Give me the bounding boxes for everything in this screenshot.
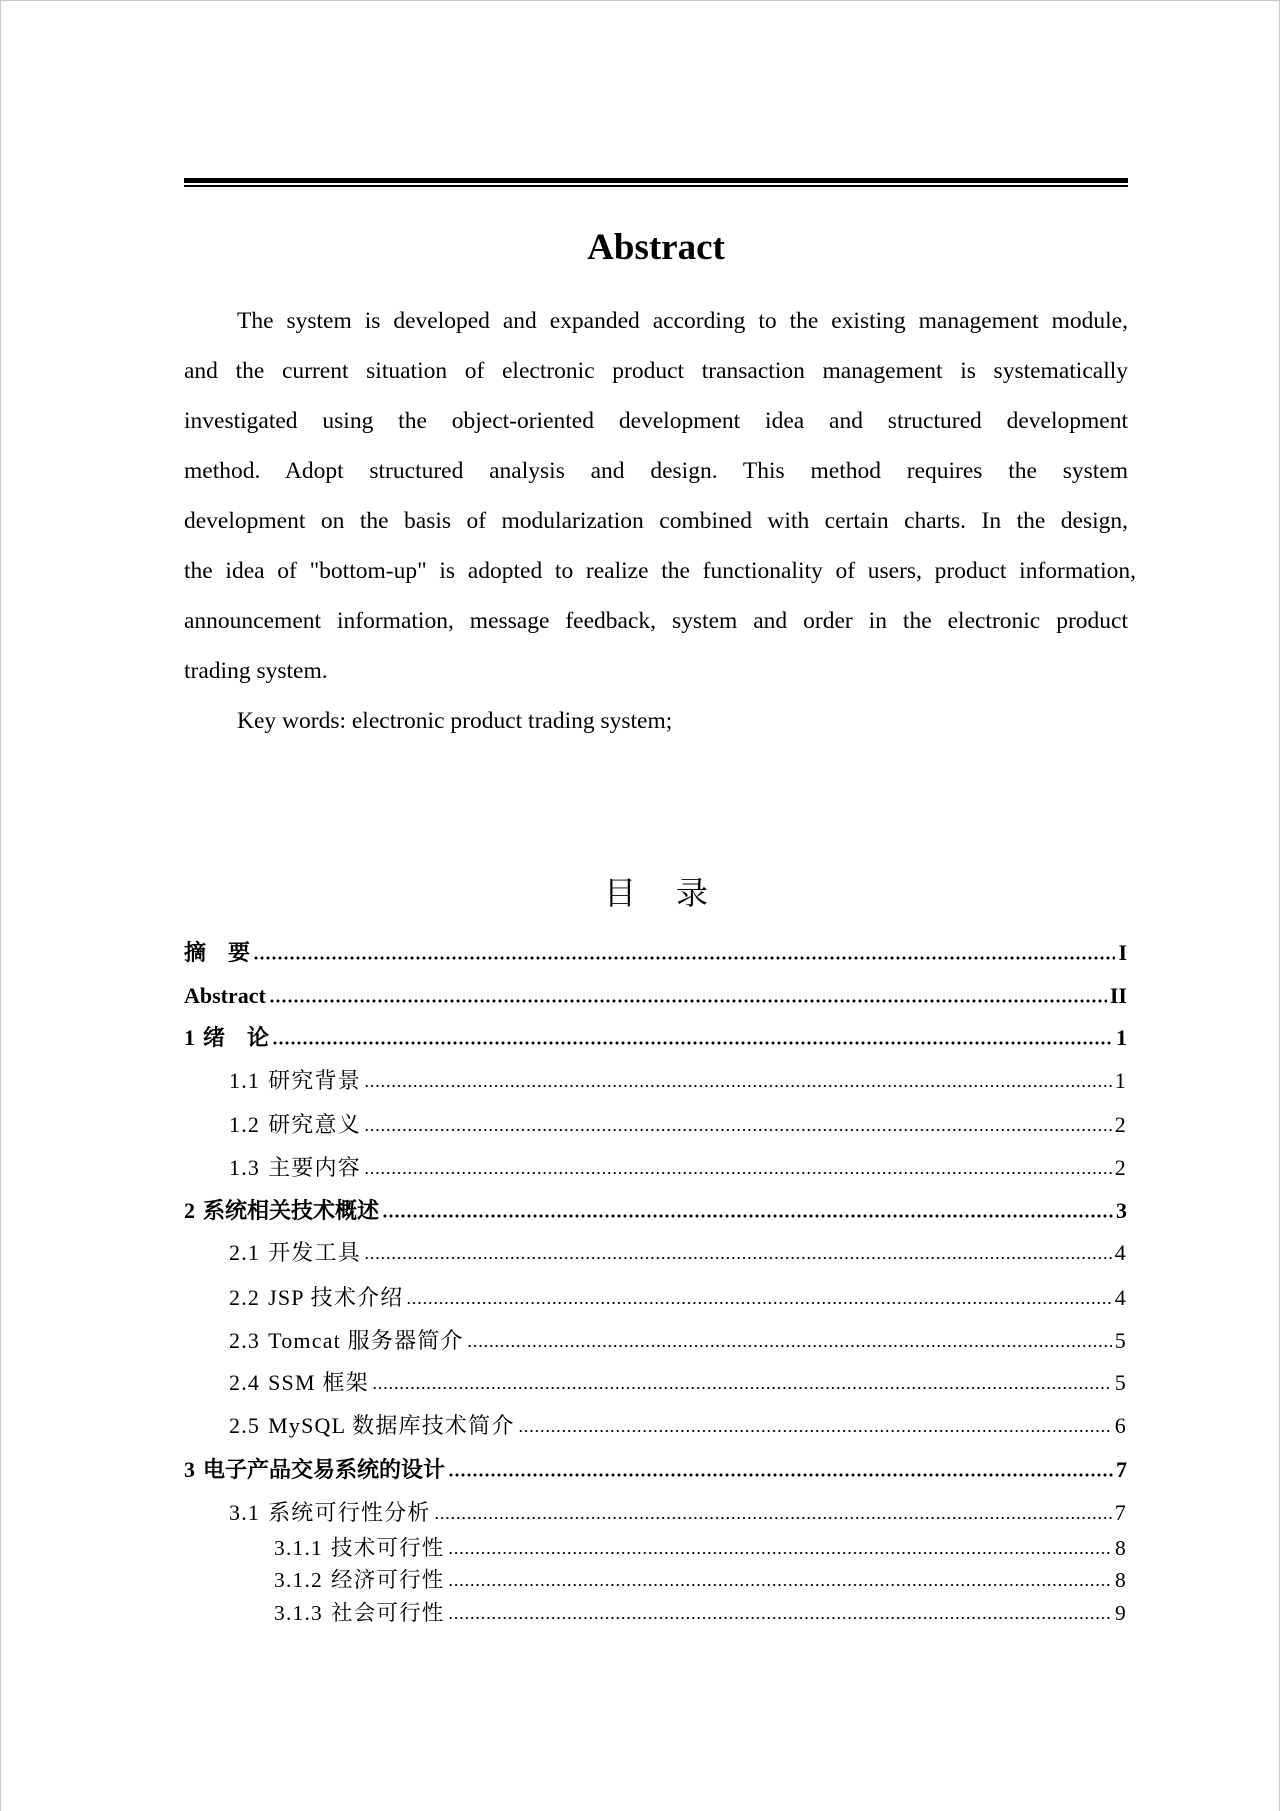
toc-dot-leader [272,1040,1113,1046]
toc-page-number: 2 [1114,1155,1127,1180]
toc-entry-text: 系统相关技术概述 [203,1198,380,1223]
toc-entry-text: 摘 要 [184,940,251,965]
toc-page-number: 7 [1116,1457,1127,1482]
toc-entry[interactable] [184,1106,1127,1140]
toc-page-number: 3 [1116,1198,1127,1223]
toc-entry-number: 2.3 [229,1328,261,1353]
toc-entry-number: 1.1 [229,1068,261,1093]
toc-entry-number: 1.3 [229,1155,261,1180]
toc-entry-number: 2.2 [229,1285,261,1310]
toc-dot-leader [364,1170,1112,1176]
toc-dot-leader [518,1428,1112,1434]
toc-entry-text: SSM 框架 [268,1370,369,1395]
toc-entry-label [184,938,250,968]
toc-entry[interactable] [184,977,1127,1011]
toc-entry[interactable] [184,1322,1127,1356]
toc-entry-label [229,1326,464,1356]
toc-entry[interactable] [184,1279,1127,1313]
toc-title-char: 目 [603,875,636,911]
toc-entry[interactable] [184,1451,1127,1485]
toc-entry[interactable] [184,1062,1127,1096]
toc-entry[interactable] [184,1594,1127,1628]
toc-entry-number: 1.2 [229,1112,261,1137]
abstract-line: the idea of "bottom-up" is adopted to realize the functionality of users, product information, [184,558,1136,584]
toc-page-number: 1 [1116,1025,1127,1050]
toc-entry-label [229,1153,361,1183]
toc-dot-leader [364,1255,1112,1261]
toc-page-number: 8 [1115,1536,1127,1560]
toc-entry-label [274,1565,445,1595]
toc-entry-label [229,1498,431,1528]
toc-page-number: I [1118,940,1127,965]
toc-entry[interactable] [184,1407,1127,1441]
toc-entry-text: 系统可行性分析 [268,1500,431,1525]
toc-page-number: 9 [1115,1601,1127,1625]
abstract-line: and the current situation of electronic product transaction management is systematically [184,358,1128,384]
toc-entry-number: 3.1.2 [274,1568,323,1592]
toc-title [184,873,1128,913]
abstract-body [184,296,1136,746]
toc-entry[interactable] [184,1019,1127,1053]
abstract-line: announcement information, message feedback, system and order in the electronic product [184,608,1128,634]
toc-entry-text: 开发工具 [268,1240,361,1265]
toc-entry-label [229,1283,403,1313]
toc-entry[interactable] [184,1494,1127,1528]
toc-dot-leader [406,1300,1111,1306]
toc-dot-leader [467,1343,1112,1349]
header-rule-thin [184,185,1128,187]
toc-entry-label [184,1023,269,1053]
toc-entry-text: 社会可行性 [331,1601,445,1625]
toc-entry-number: 2.4 [229,1370,261,1395]
toc-dot-leader [434,1515,1112,1521]
toc-dot-leader [448,1472,1113,1478]
toc-page-number: 4 [1114,1285,1127,1310]
toc-entry-text: 主要内容 [268,1155,361,1180]
abstract-line: development on the basis of modularization combined with certain charts. In the design, [184,508,1128,534]
toc-page-number: 1 [1114,1068,1127,1093]
toc-entry[interactable] [184,1364,1127,1398]
abstract-line: method. Adopt structured analysis and design. This method requires the system [184,458,1128,484]
toc-entry-text: 电子产品交易系统的设计 [203,1457,446,1482]
toc-entry-text: JSP 技术介绍 [268,1285,404,1310]
toc-entry-text: 研究意义 [268,1112,361,1137]
toc-entry-text: 绪 论 [203,1025,270,1050]
toc-entry[interactable] [184,1234,1127,1268]
toc-entry-number: 1 [184,1025,195,1050]
toc-entry-text: 技术可行性 [331,1536,445,1560]
abstract-keywords: Key words: electronic product trading system; [237,708,673,734]
toc-entry-text: MySQL 数据库技术简介 [268,1413,515,1438]
toc-entry-number: 2.1 [229,1240,261,1265]
abstract-line: investigated using the object-oriented development idea and structured development [184,408,1128,434]
toc-entry[interactable] [184,1529,1127,1563]
toc-page-number: 2 [1114,1112,1127,1137]
toc-entry-number: 3.1.1 [274,1536,323,1560]
toc-dot-leader [448,1582,1113,1588]
toc-page-number: 8 [1115,1568,1127,1592]
toc-dot-leader [269,998,1107,1004]
toc-page-number: 6 [1114,1413,1127,1438]
toc-page-number: 7 [1114,1500,1127,1525]
toc-entry-label [229,1238,361,1268]
toc-entry[interactable] [184,1149,1127,1183]
abstract-title: Abstract [587,227,725,268]
toc-entry-label [274,1533,445,1563]
toc-entry-label [184,1455,445,1485]
toc-entry-number: 2.5 [229,1413,261,1438]
toc-entry-label [229,1368,369,1398]
toc-entry[interactable] [184,1561,1127,1595]
toc-entry[interactable] [184,934,1127,968]
toc-page-number: 5 [1114,1328,1127,1353]
toc-entry-label [229,1110,361,1140]
toc-dot-leader [364,1083,1112,1089]
toc-entry-text: Abstract [184,983,266,1008]
toc-entry-label [229,1066,361,1096]
toc-entry-number: 3 [184,1457,195,1482]
abstract-line: trading system. [184,658,328,684]
toc-entry-label [184,981,266,1011]
toc-entry-number: 3.1 [229,1500,261,1525]
toc-entry-text: Tomcat 服务器简介 [268,1328,464,1353]
toc-title-char: 录 [676,875,709,911]
toc-entry-text: 经济可行性 [331,1568,445,1592]
toc-entry-number: 3.1.3 [274,1601,323,1625]
toc-entry-text: 研究背景 [268,1068,361,1093]
toc-entry-number: 2 [184,1198,195,1223]
toc-dot-leader [448,1615,1113,1621]
toc-dot-leader [372,1385,1112,1391]
toc-dot-leader [364,1127,1112,1133]
toc-dot-leader [253,955,1115,961]
toc-entry-label [184,1196,379,1226]
toc-entry-label [274,1598,445,1628]
toc-page-number: II [1109,983,1127,1008]
abstract-line: The system is developed and expanded according to the existing management module, [237,308,1128,334]
toc-entry[interactable] [184,1192,1127,1226]
toc-dot-leader [382,1213,1113,1219]
toc-page-number: 5 [1114,1370,1127,1395]
toc-entry-label [229,1411,515,1441]
toc-page-number: 4 [1114,1240,1127,1265]
toc-dot-leader [448,1550,1113,1556]
header-rule-thick [184,178,1128,183]
